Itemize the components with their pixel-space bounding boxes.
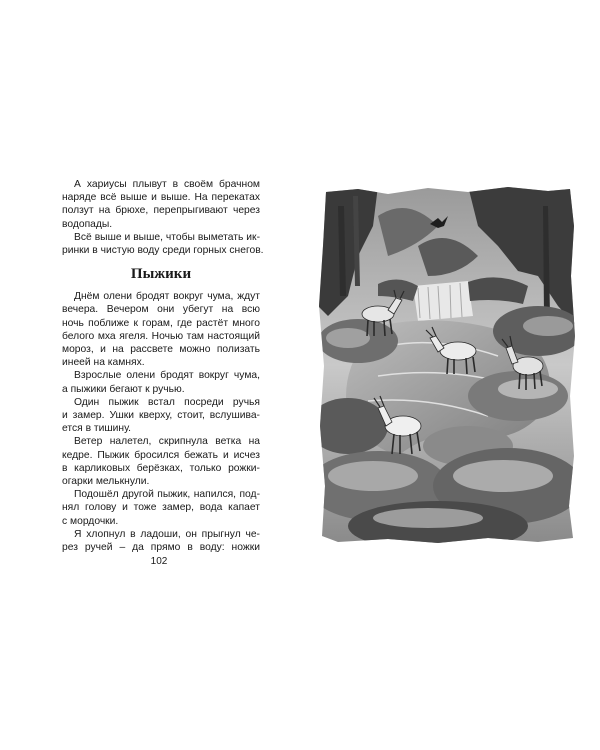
text-line: наряде всё выше и выше. На перекатах (62, 192, 260, 204)
paragraph (62, 435, 260, 488)
text-line: Ветер налетел, скрипнула ветка на (74, 436, 260, 448)
paragraph (62, 396, 260, 436)
text-line: а пыжики бегают к ручью. (62, 383, 185, 395)
text-line: А хариусы плывут в своём брачном (74, 179, 260, 190)
text-column (62, 178, 264, 554)
paragraph (62, 178, 260, 231)
text-line: водопады. (62, 218, 113, 230)
text-line: мороз, и на рассвете можно полизать (62, 344, 260, 356)
paragraph (62, 231, 264, 257)
text-line: нял голову и тоже замер, вода капает (62, 502, 260, 514)
text-line: Днём олени бродят вокруг чума, ждут (74, 291, 260, 303)
text-line: кедре. Пыжик бросился бежать и исчез (62, 449, 260, 461)
text-line: с мордочки. (62, 515, 119, 527)
text-line: в карликовых берёзках, только рожки- (62, 462, 260, 474)
text-line: ется в тишину. (62, 423, 132, 435)
illustration-scene (318, 186, 576, 544)
text-line: огарки мелькнули. (62, 476, 150, 488)
paragraph (62, 369, 260, 395)
text-line: Я хлопнул в ладоши, он прыгнул че- (74, 528, 260, 540)
text-line: и замер. Ушки кверху, стоит, вслушива- (62, 410, 260, 422)
text-line: инеей на камнях. (62, 357, 145, 369)
text-line: Один пыжик встал посреди ручья (74, 396, 260, 408)
text-line: Подошёл другой пыжик, напился, под- (74, 489, 260, 501)
page-number: 102 (150, 556, 168, 567)
reindeer-stream-illustration (318, 186, 576, 544)
chapter-heading: Пыжики (130, 266, 192, 283)
text-line: ночь поближе к горам, где растёт много (62, 317, 260, 329)
text-line: вечера. Вечером они убегут на всю (62, 304, 260, 316)
text-line: белого мха ягеля. Ночью там настоящий (62, 330, 260, 342)
text-line: Всё выше и выше, чтобы выметать ик- (74, 231, 260, 243)
paragraph (62, 488, 260, 528)
text-line: рез ручей – да прямо в воду: ножки (62, 542, 260, 554)
paragraph (62, 290, 260, 369)
paragraph (62, 528, 260, 554)
text-line: ринки в чистую воду среди горных снегов. (62, 245, 264, 257)
text-line: ползут на брюхе, перепрыгивают через (62, 205, 260, 217)
text-line: Взрослые олени бродят вокруг чума, (74, 370, 260, 382)
